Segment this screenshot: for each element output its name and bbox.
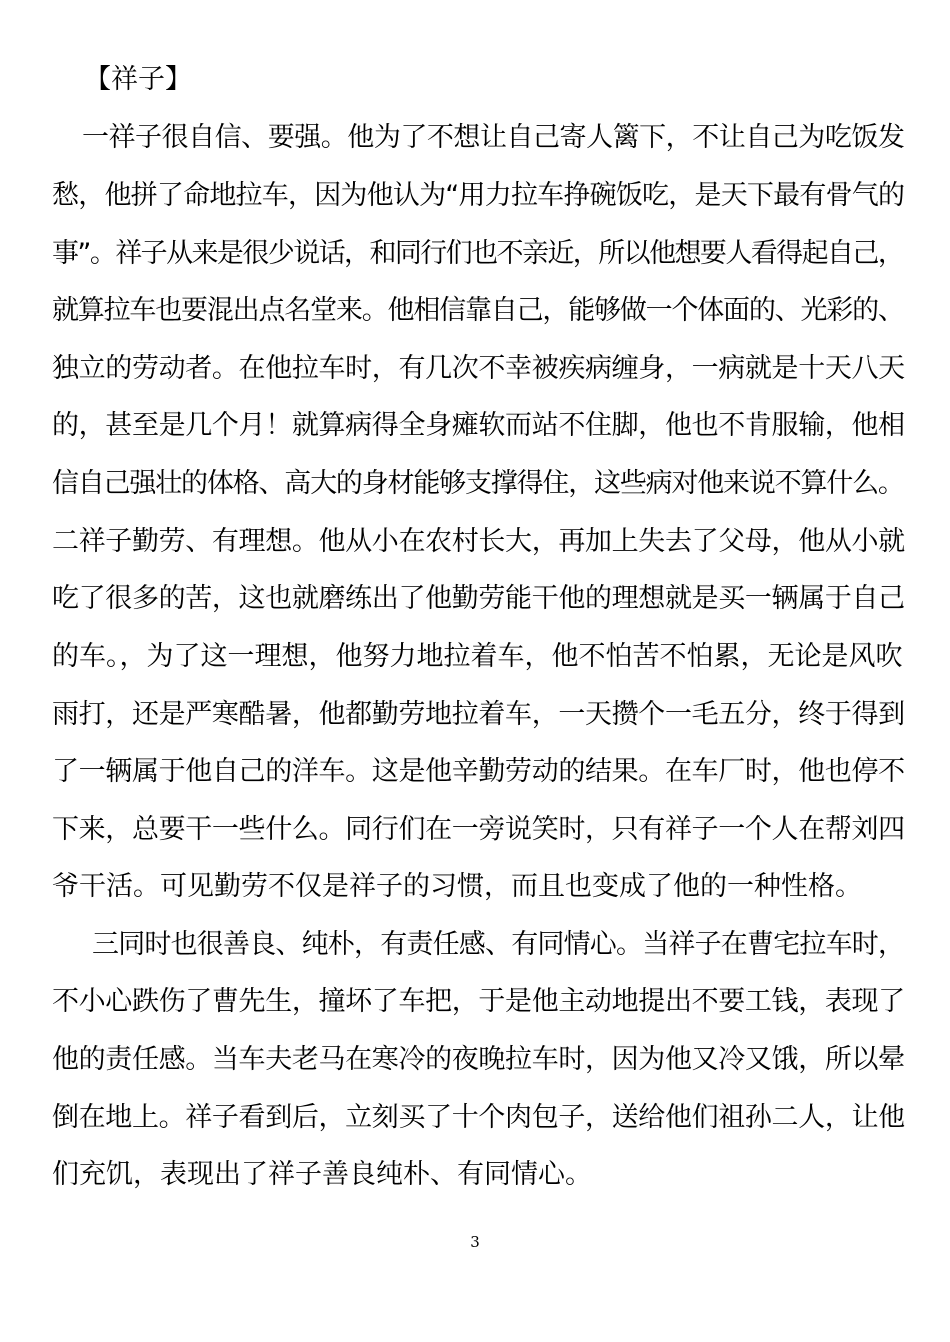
paragraph-line: 倒在地上。祥子看到后，立刻买了十个肉包子，送给他们祖孙二人，让他 xyxy=(52,1102,905,1133)
paragraph-line: 一祥子很自信、要强。他为了不想让自己寄人篱下，不让自己为吃饭发 xyxy=(82,122,905,153)
paragraph-line: 就算拉车也要混出点名堂来。他相信靠自己，能够做一个体面的、光彩的、 xyxy=(52,295,904,326)
paragraph-line: 愁，他拼了命地拉车，因为他认为“用力拉车挣碗饭吃，是天下最有骨气的 xyxy=(52,180,905,211)
paragraph-line: 了一辆属于他自己的洋车。这是他辛勤劳动的结果。在车厂时，他也停不 xyxy=(52,756,905,787)
paragraph-line: 独立的劳动者。在他拉车时，有几次不幸被疾病缠身，一病就是十天八天 xyxy=(52,353,905,384)
paragraph-line: 的，甚至是几个月！就算病得全身瘫软而站不住脚，他也不肯服输，他相 xyxy=(52,410,905,441)
paragraph-line: 下来，总要干一些什么。同行们在一旁说笑时，只有祥子一个人在帮刘四 xyxy=(52,814,905,845)
paragraph-line: 吃了很多的苦，这也就磨练出了他勤劳能干他的理想就是买一辆属于自己 xyxy=(52,583,905,614)
paragraph-line: 三同时也很善良、纯朴，有责任感、有同情心。当祥子在曹宅拉车时， xyxy=(92,929,905,960)
paragraph-line: 他的责任感。当车夫老马在寒冷的夜晚拉车时，因为他又冷又饿，所以晕 xyxy=(52,1044,905,1075)
paragraph-line: 爷干活。可见勤劳不仅是祥子的习惯，而且也变成了他的一种性格。 xyxy=(52,871,862,902)
paragraph-line: 的车。，为了这一理想，他努力地拉着车，他不怕苦不怕累，无论是风吹 xyxy=(52,641,903,672)
page-number: 3 xyxy=(470,1233,480,1251)
paragraph-line: 信自己强壮的体格、高大的身材能够支撑得住，这些病对他来说不算什么。 xyxy=(52,468,904,499)
paragraph-line: 事”。祥子从来是很少说话，和同行们也不亲近，所以他想要人看得起自己， xyxy=(52,238,904,269)
section-heading: 【祥子】 xyxy=(84,64,192,95)
paragraph-line: 二祥子勤劳、有理想。他从小在农村长大，再加上失去了父母，他从小就 xyxy=(52,526,905,557)
paragraph-line: 不小心跌伤了曹先生，撞坏了车把，于是他主动地提出不要工钱，表现了 xyxy=(52,986,905,1017)
paragraph-line: 们充饥，表现出了祥子善良纯朴、有同情心。 xyxy=(52,1159,592,1190)
paragraph-line: 雨打，还是严寒酷暑，他都勤劳地拉着车，一天攒个一毛五分，终于得到 xyxy=(52,699,905,730)
